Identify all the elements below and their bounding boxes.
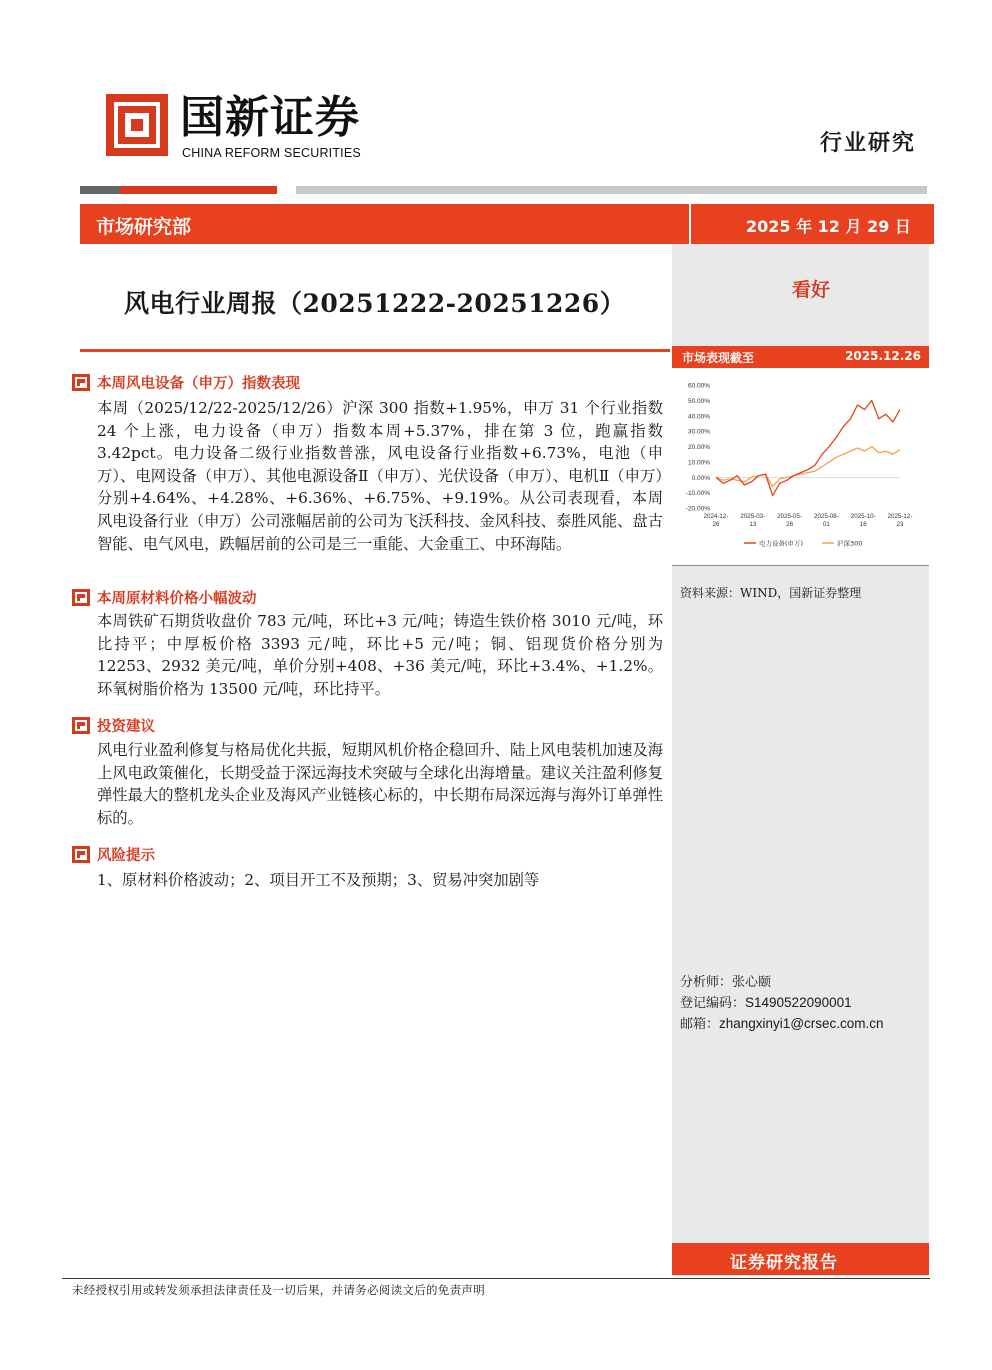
section-bullet-icon xyxy=(72,589,90,606)
company-logo-english: CHINA REFORM SECURITIES xyxy=(182,146,361,160)
section-title-text: 投资建议 xyxy=(97,718,155,735)
company-logo-text: 国新证券 xyxy=(180,92,360,143)
section-body-raw-materials: 本周铁矿石期货收盘价 783 元/吨，环比+3 元/吨；铸造生铁价格 3010 元/吨，环比持平；中厚板价格 3393 元/吨，环比+5 元/吨；铜、铝现货价格分别为 12253、2932 美元/吨，单价分别+408、+36 美元/吨，环比+3.4%、+1.2%。环氧树脂价格为 13500 元/吨，环比持平。 xyxy=(97,612,663,698)
analyst-email-label: 邮箱： xyxy=(680,1017,720,1032)
section-body-investment-advice: 风电行业盈利修复与格局优化共振，短期风机价格企稳回升、陆上风电装机加速及海上风电政策催化，长期受益于深远海技术突破与全球化出海增量。建议关注盈利修复弹性最大的整机龙头企业及海风产业链核心标的，中长期布局深远海与海外订单弹性标的。 xyxy=(97,741,663,827)
disclaimer: 未经授权引用或转发须承担法律责任及一切后果，并请务必阅读文后的免责声明 xyxy=(72,1283,485,1297)
title-underline xyxy=(80,349,670,352)
x-tick-label: 2025-08-01 xyxy=(814,513,839,528)
series-line xyxy=(716,447,900,487)
section-title-text: 本周原材料价格小幅波动 xyxy=(97,590,257,607)
y-tick-label: 60.00% xyxy=(687,382,710,390)
y-tick-label: 0.00% xyxy=(691,474,710,482)
report-type: 行业研究 xyxy=(819,130,916,156)
chart-svg xyxy=(672,368,929,565)
y-tick-label: -10.00% xyxy=(685,490,710,498)
document-title: 风电行业周报（20251222-20251226） xyxy=(124,289,626,318)
section-title-index-performance xyxy=(72,372,300,393)
chart-header xyxy=(672,346,929,368)
chart-bottom-rule xyxy=(672,565,929,566)
x-tick-label: 2025-12-23 xyxy=(887,513,913,528)
y-tick-label: 40.00% xyxy=(687,413,710,421)
y-tick-label: 10.00% xyxy=(687,459,710,467)
section-title-investment-advice xyxy=(72,715,155,736)
y-tick-label: 20.00% xyxy=(687,444,710,451)
y-tick-label: -20.00% xyxy=(685,505,710,513)
department-band xyxy=(80,204,934,244)
legend-label: 沪深300 xyxy=(837,539,863,548)
legend-label: 电力设备(申万) xyxy=(759,539,804,548)
company-logo-mark xyxy=(106,94,168,156)
section-title-text: 本周风电设备（申万）指数表现 xyxy=(97,375,300,392)
section-bullet-icon xyxy=(72,374,90,391)
header-divider-grey xyxy=(296,186,927,194)
chart-header-date: 2025.12.26 xyxy=(845,349,921,363)
analyst-reg-code: S1490522090001 xyxy=(745,995,852,1010)
y-tick-label: 30.00% xyxy=(687,428,710,436)
analyst-info xyxy=(680,973,884,1035)
section-title-raw-materials xyxy=(72,587,257,608)
section-bullet-icon xyxy=(72,717,90,734)
x-tick-label: 2025-10-16 xyxy=(850,513,876,528)
section-title-risk xyxy=(72,844,155,865)
analyst-name-label: 分析师： xyxy=(680,975,733,990)
band-separator xyxy=(689,204,691,244)
section-bullet-icon xyxy=(72,846,90,863)
chart-header-label: 市场表现截至 xyxy=(682,351,755,365)
x-tick-label: 2024-12-26 xyxy=(703,513,729,528)
x-tick-label: 2025-05-26 xyxy=(777,513,802,528)
header-divider-red xyxy=(120,186,277,194)
section-title-text: 风险提示 xyxy=(97,847,155,864)
report-date: 2025 年 12 月 29 日 xyxy=(746,217,911,236)
section-body-risk: 1、原材料价格波动；2、项目开工不及预期；3、贸易冲突加剧等 xyxy=(97,871,540,889)
footer-band xyxy=(672,1243,929,1275)
rating-label: 看好 xyxy=(792,279,831,301)
market-performance-chart xyxy=(672,368,929,565)
chart-source: 资料来源：WIND，国新证券整理 xyxy=(680,586,862,600)
analyst-reg-label: 登记编码： xyxy=(680,996,746,1011)
header-divider-dark xyxy=(80,186,120,194)
footer-band-label: 证券研究报告 xyxy=(730,1253,838,1273)
analyst-name: 张心颐 xyxy=(732,975,772,990)
x-tick-label: 2025-03-13 xyxy=(740,513,766,528)
section-body-index-performance: 本周（2025/12/22-2025/12/26）沪深 300 指数+1.95%，申万 31 个行业指数 24 个上涨，电力设备（申万）指数本周+5.37%，排在第 3 位，跑赢指数 3.42pct。电力设备二级行业指数普涨，风电设备行业指数+6.73%，电池（申万）、电网设备（申万）、其他电源设备Ⅱ（申万）、光伏设备（申万）、电机Ⅱ（申万）分别+4.64%、+4.28%、+6.36%、+6.75%、+9.19%。从公司表现看，本周风电设备行业（申万）公司涨幅居前的公司为飞沃科技、金风科技、泰胜风能、盘古智能、电气风电，跌幅居前的公司是三一重能、大金重工、中环海陆。 xyxy=(97,399,663,553)
department-label: 市场研究部 xyxy=(96,216,192,238)
y-tick-label: 50.00% xyxy=(687,397,710,405)
analyst-email[interactable]: zhangxinyi1@crsec.com.cn xyxy=(719,1016,884,1031)
footer-rule xyxy=(62,1278,930,1279)
